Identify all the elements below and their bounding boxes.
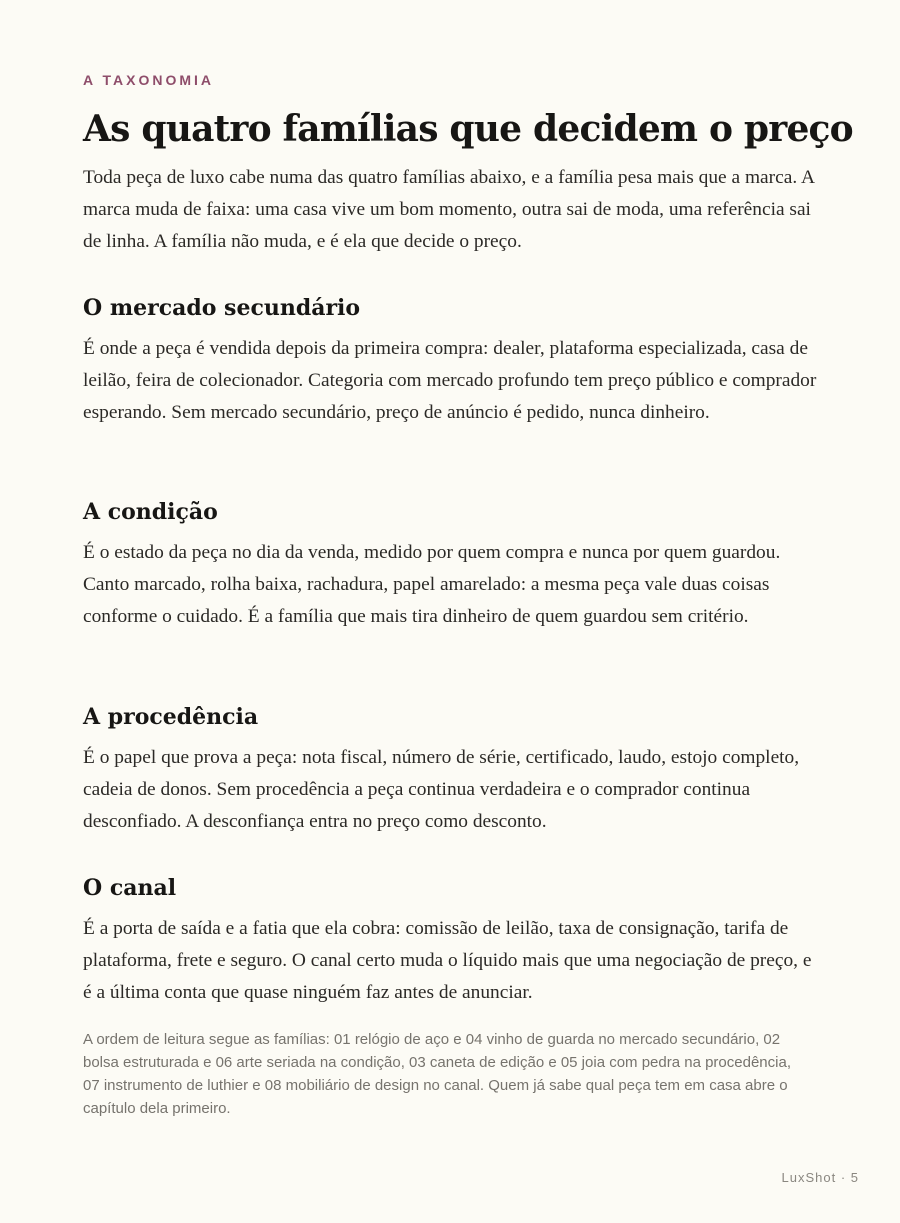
section-body: É a porta de saída e a fatia que ela cobra: comissão de leilão, taxa de consignação, tarifa de plataforma, frete e seguro. O canal certo muda o líquido mais que uma negociação de preço, e é a última conta que quase ninguém faz antes de anunciar.	[83, 918, 812, 1003]
intro-paragraph: Toda peça de luxo cabe numa das quatro famílias abaixo, e a família pesa mais que a marca. A marca muda de faixa: uma casa vive um bom momento, outra sai de moda, uma referência sai de linha. A família não muda, e é ela que decide o preço.	[83, 167, 814, 252]
page-footer: LuxShot · 5	[781, 1170, 859, 1185]
section-heading: A condição	[83, 499, 218, 525]
section-heading: A procedência	[83, 704, 259, 730]
section-body: É o estado da peça no dia da venda, medido por quem compra e nunca por quem guardou. Canto marcado, rolha baixa, rachadura, papel amarelado: a mesma peça vale duas coisas conforme o cuidado. É a família que mais tira dinheiro de quem guardou sem critério.	[83, 542, 781, 627]
section-heading: O canal	[83, 875, 177, 901]
section-mercado-secundario	[83, 291, 823, 429]
reading-order-note: A ordem de leitura segue as famílias: 01 relógio de aço e 04 vinho de guarda no mercado secundário, 02 bolsa estruturada e 06 arte seriada na condição, 03 caneta de edição e 05 joia com pedra na procedência, 07 instrumento de luthier e 08 mobiliário de design no canal. Quem já sabe qual peça tem em casa abre o capítulo dela primeiro.	[83, 1031, 791, 1117]
section-body: É onde a peça é vendida depois da primeira compra: dealer, plataforma especializada, casa de leilão, feira de colecionador. Categoria com mercado profundo tem preço público e comprador esperando. Sem mercado secundário, preço de anúncio é pedido, nunca dinheiro.	[83, 338, 817, 423]
section-canal	[83, 871, 823, 1009]
section-body: É o papel que prova a peça: nota fiscal, número de série, certificado, laudo, estojo completo, cadeia de donos. Sem procedência a peça continua verdadeira e o comprador continua desconfiado. A desconfiança entra no preço como desconto.	[83, 747, 800, 832]
section-heading: O mercado secundário	[83, 295, 361, 321]
section-eyebrow: A TAXONOMIA	[83, 72, 214, 88]
page-title: As quatro famílias que decidem o preço	[83, 108, 853, 150]
section-procedencia	[83, 700, 823, 838]
section-condicao	[83, 495, 823, 633]
